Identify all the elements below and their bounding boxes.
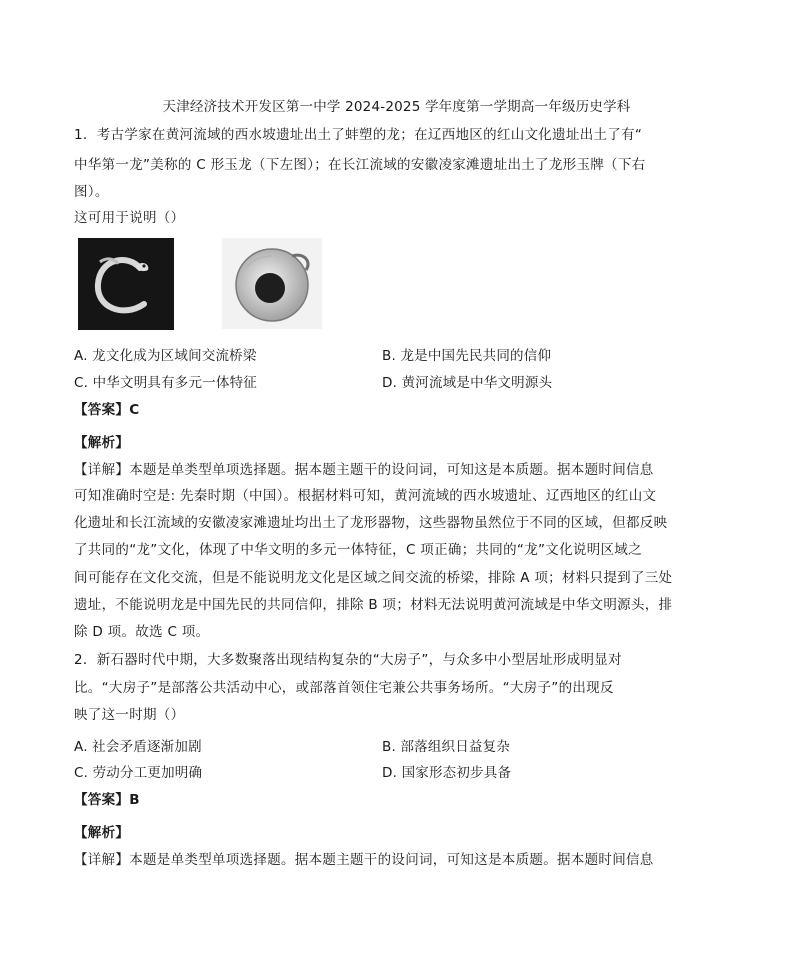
q1-option-c: C. 中华文明具有多元一体特征 (74, 375, 258, 391)
q1-detail-line-6: 遗址，不能说明龙是中国先民的共同信仰，排除 B 项；材料无法说明黄河流域是中华文明源头，排 (74, 597, 673, 613)
q1-option-a: A. 龙文化成为区域间交流桥梁 (74, 348, 257, 364)
q1-option-d: D. 黄河流域是中华文明源头 (382, 375, 553, 391)
q1-stem-line-3: 图）。 (74, 184, 109, 200)
q2-option-b: B. 部落组织日益复杂 (382, 739, 511, 755)
q1-option-b: B. 龙是中国先民共同的信仰 (382, 348, 552, 364)
q1-detail-line-4: 了共同的“龙”文化，体现了中华文明的多元一体特征，C 项正确；共同的“龙”文化说明区域之 (74, 542, 642, 558)
q2-option-a: A. 社会矛盾逐渐加剧 (74, 739, 202, 755)
c-shaped-jade-dragon-image (78, 238, 174, 330)
q2-detail-line-1: 【详解】本题是单类型单项选择题。据本题主题干的设问词，可知这是本质题。据本题时间信息 (74, 852, 654, 868)
jade-plaque-icon (222, 238, 322, 329)
q1-detail-line-3: 化遗址和长江流域的安徽凌家滩遗址均出土了龙形器物，这些器物虽然位于不同的区域，但都反映 (74, 515, 668, 531)
q2-answer: 【答案】B (74, 792, 140, 808)
q1-detail-line-7: 除 D 项。故选 C 项。 (74, 624, 210, 640)
q1-stem-line-1: 1．考古学家在黄河流域的西水坡遗址出土了蚌塑的龙；在辽西地区的红山文化遗址出土了有“ (74, 127, 643, 143)
dragon-jade-plaque-image (222, 238, 322, 329)
q2-analysis-label: 【解析】 (74, 825, 130, 841)
q2-stem-line-3: 映了这一时期（） (74, 707, 185, 723)
q2-option-d: D. 国家形态初步具备 (382, 765, 512, 781)
jade-dragon-icon (78, 238, 174, 330)
page-title: 天津经济技术开发区第一中学 2024-2025 学年度第一学期高一年级历史学科 (162, 99, 631, 115)
q2-stem-line-1: 2．新石器时代中期，大多数聚落出现结构复杂的“大房子”，与众多中小型居址形成明显对 (74, 652, 622, 668)
q1-detail-line-1: 【详解】本题是单类型单项选择题。据本题主题干的设问词，可知这是本质题。据本题时间信息 (74, 462, 654, 478)
q1-prompt: 这可用于说明（） (74, 210, 185, 226)
q1-answer: 【答案】C (74, 402, 140, 418)
q1-analysis-label: 【解析】 (74, 435, 130, 451)
q2-option-c: C. 劳动分工更加明确 (74, 765, 203, 781)
q1-stem-line-2: 中华第一龙”美称的 C 形玉龙（下左图）；在长江流域的安徽凌家滩遗址出土了龙形玉牌（下右 (74, 157, 646, 173)
q2-stem-line-2: 比。“大房子”是部落公共活动中心，或部落首领住宅兼公共事务场所。“大房子”的出现反 (74, 680, 614, 696)
q1-detail-line-5: 间可能存在文化交流，但是不能说明龙文化是区域之间交流的桥梁，排除 A 项；材料只提到了三处 (74, 570, 673, 586)
q1-detail-line-2: 可知准确时空是: 先秦时期（中国）。根据材料可知，黄河流域的西水坡遗址、辽西地区的红山文 (74, 488, 657, 504)
